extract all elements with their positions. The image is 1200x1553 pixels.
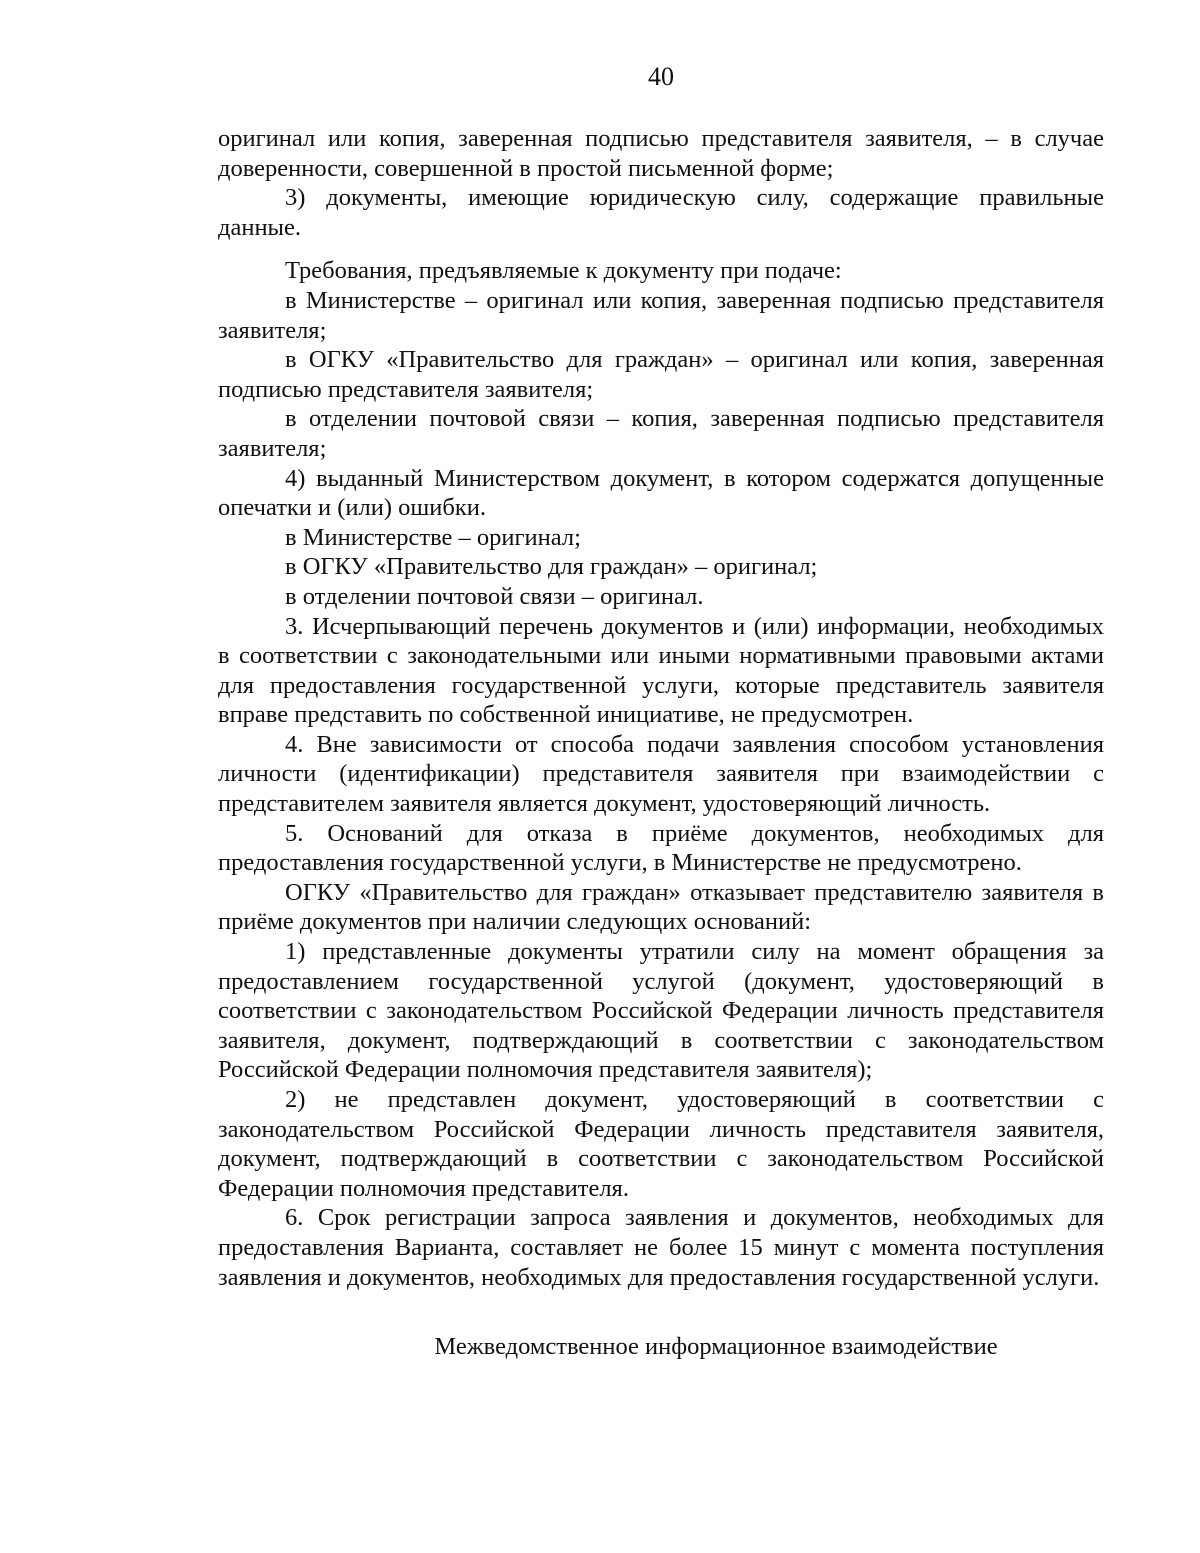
paragraph-refusal-1: 1) представленные документы утратили силу на момент обращения за предоставлением государственной услугой (документ, удостоверяющий в соответствии с законодательством Российской Федерации личность представителя заявителя, документ, подтверждающий в соответствии с законодательством Российской Федерации полномочия представителя заявителя); — [218, 938, 1104, 1084]
paragraph-item-4: 4) выданный Министерством документ, в котором содержатся допущенные опечатки и (или) ошибки. — [218, 464, 1104, 522]
paragraph-ministry-original: в Министерстве – оригинал; — [285, 523, 581, 551]
paragraph-refusal-2: 2) не представлен документ, удостоверяющий в соответствии с законодательством Российской Федерации личность представителя заявителя, документ, подтверждающий в соответствии с законодательством Российской Федерации полномочия представителя. — [218, 1086, 1104, 1202]
paragraph-ogku-copy: в ОГКУ «Правительство для граждан» – оригинал или копия, заверенная подписью представителя заявителя; — [218, 346, 1104, 403]
paragraph-ogku-original: в ОГКУ «Правительство для граждан» – оригинал; — [285, 553, 818, 581]
paragraph-section-3: 3. Исчерпывающий перечень документов и (или) информации, необходимых в соответствии с законодательными или иными нормативными правовыми актами для предоставления государственной услуги, которые представитель заявителя вправе представить по собственной инициативе, не предусмотрен. — [218, 612, 1104, 729]
page-number: 40 — [648, 62, 674, 91]
paragraph-section-4: 4. Вне зависимости от способа подачи заявления способом установления личности (идентификации) представителя заявителя при взаимодействии с представителем заявителя является документ, удостоверяющий личность. — [218, 730, 1104, 818]
section-heading: Межведомственное информационное взаимодействие — [434, 1333, 998, 1361]
paragraph-ministry-copy: в Министерстве – оригинал или копия, заверенная подписью представителя заявителя; — [218, 286, 1104, 344]
paragraph-ogku-refusal: ОГКУ «Правительство для граждан» отказывает представителю заявителя в приёме документов при наличии следующих оснований: — [218, 878, 1104, 936]
paragraph-continuation: оригинал или копия, заверенная подписью представителя заявителя, – в случае доверенности, совершенной в простой письменной форме; — [218, 125, 1104, 182]
paragraph-section-5: 5. Оснований для отказа в приёме документов, необходимых для предоставления государственной услуги, в Министерстве не предусмотрено. — [218, 819, 1104, 877]
document-page — [218, 60, 1104, 1362]
paragraph-section-6: 6. Срок регистрации запроса заявления и документов, необходимых для предоставления Варианта, составляет не более 15 минут с момента поступления заявления и документов, необходимых для предоставления государственной услуги. — [218, 1204, 1104, 1291]
paragraph-post-copy: в отделении почтовой связи – копия, заверенная подписью представителя заявителя; — [218, 405, 1104, 462]
paragraph-post-original: в отделении почтовой связи – оригинал. — [285, 582, 704, 610]
paragraph-item-3: 3) документы, имеющие юридическую силу, содержащие правильные данные. — [218, 184, 1104, 241]
paragraph-requirements: Требования, предъявляемые к документу при подаче: — [285, 257, 842, 285]
